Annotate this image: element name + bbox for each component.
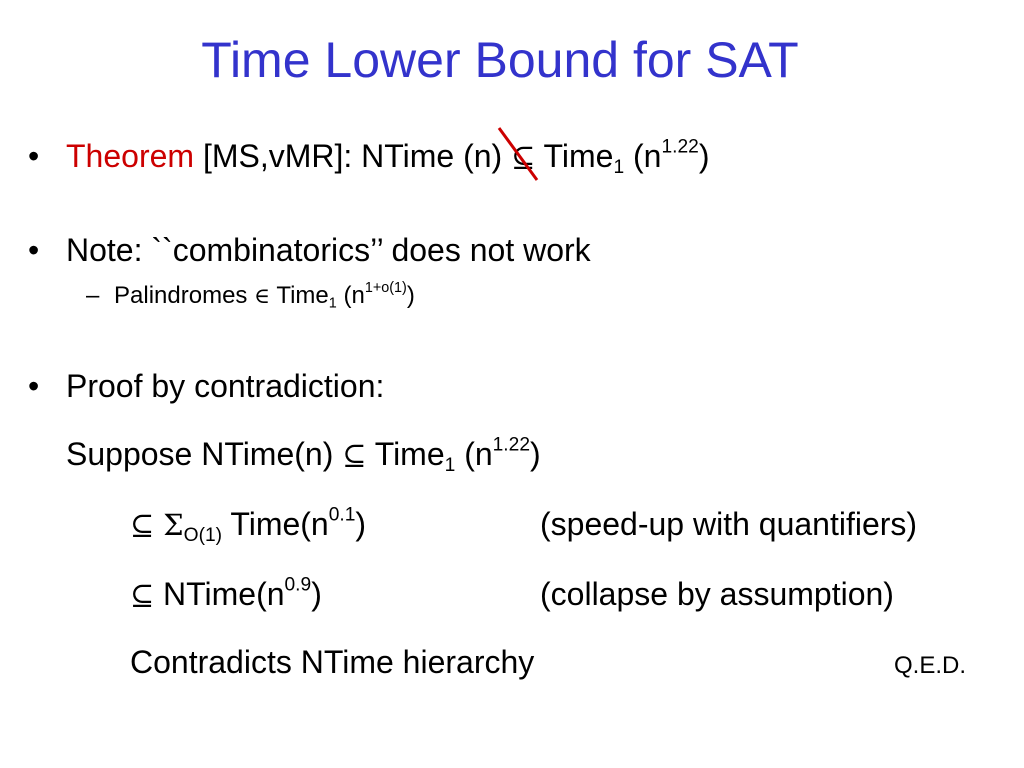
element-of-icon: ∈ [254,284,271,309]
palindromes-paren-close: ) [406,282,415,309]
sub-dash: – [86,282,100,309]
qed-label: Q.E.D. [894,652,967,679]
slide-title: Time Lower Bound for SAT [201,32,799,88]
theorem-citation: [MS,vMR]: NTime (n) [194,138,512,174]
suppose-paren-open: (n [455,436,493,472]
subset-icon: ⊆ [130,578,155,612]
step2-line [130,574,322,612]
theorem-line [66,136,710,178]
palindromes-time: Time [270,282,329,309]
step2-exponent: 0.9 [284,574,312,596]
proof-heading: Proof by contradiction: [66,368,385,404]
step3-line: Contradicts NTime hierarchy [130,644,535,680]
suppose-line [66,434,541,476]
step1-line [130,504,367,546]
theorem-time: Time [535,138,614,174]
theorem-paren-open: (n [624,138,662,174]
bullet-dot: • [28,368,40,404]
palindromes-exponent: 1+o(1) [364,280,407,297]
step1-time: Time(n [222,506,329,542]
step1-close: ) [355,506,367,542]
palindromes-paren-open: (n [336,282,365,309]
theorem-paren-close: ) [698,138,710,174]
suppose-text: Suppose NTime(n) [66,436,343,472]
palindromes-text: Palindromes [114,282,255,309]
step2-close: ) [311,576,322,612]
subset-icon: ⊆ [342,438,367,472]
sigma-icon: Σ [154,508,184,542]
bullet-dot: • [28,232,40,268]
suppose-paren-close: ) [530,436,541,472]
bullet-dot: • [28,138,40,174]
step1-exponent: 0.1 [328,504,356,526]
sigma-subscript: O(1) [183,524,223,546]
step2-note: (collapse by assumption) [540,576,894,612]
subset-icon: ⊆ [130,508,155,542]
step1-note: (speed-up with quantifiers) [540,506,918,542]
not-subset-symbol [511,140,535,172]
step2-text: NTime(n [154,576,285,612]
theorem-exponent: 1.22 [661,136,699,158]
theorem-time-subscript: 1 [613,156,625,178]
subset-icon: ⊆ [511,140,536,174]
palindromes-time-subscript: 1 [328,295,337,312]
note-subitem [86,280,415,312]
strike-through-icon [493,124,553,188]
suppose-time: Time [366,436,445,472]
theorem-label: Theorem [66,138,195,174]
suppose-time-subscript: 1 [444,454,456,476]
note-line: Note: ``combinatorics’’ does not work [66,232,591,268]
suppose-exponent: 1.22 [492,434,530,456]
